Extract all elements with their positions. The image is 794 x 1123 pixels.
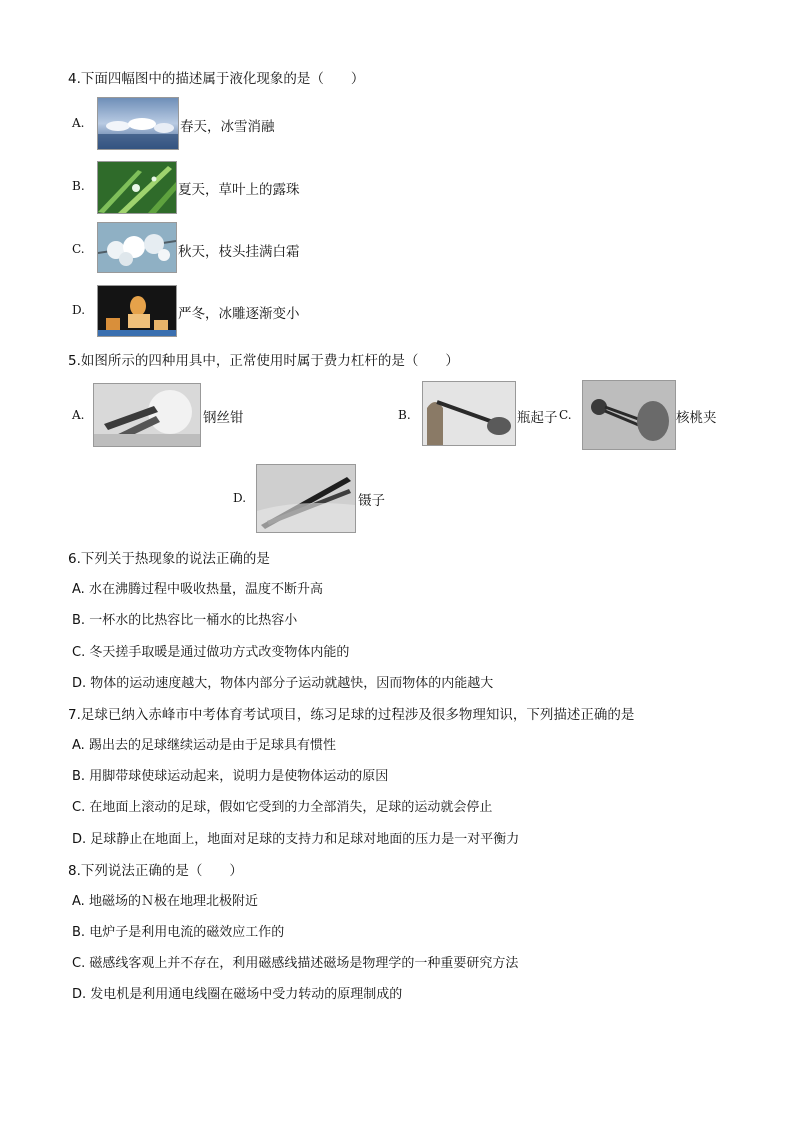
q6-option-c-letter: C. [72,645,86,660]
q6-option-b-letter: B. [72,613,86,628]
q8-option-a [72,890,258,909]
q7-option-a [72,734,336,753]
q5-option-d-text: 镊子 [358,493,385,509]
q4-option-a-text: 春天，冰雪消融 [180,119,275,135]
dew-on-grass-photo [97,161,177,214]
q6-option-b-text: 一杯水的比热容比一桶水的比热容小 [89,613,298,628]
q8-option-d [72,983,402,1002]
q5-option-a-letter: A. [72,408,85,422]
q5-option-b-letter: B. [398,408,411,422]
q7-option-c [72,796,492,815]
q6-option-d-letter: D. [72,676,87,691]
tweezers-photo [256,464,356,533]
q6-option-b [72,609,297,628]
q6-option-a-text: 水在沸腾过程中吸收热量，温度不断升高 [88,582,323,597]
q7-option-b [72,765,388,784]
q8-option-a-letter: A. [72,894,85,909]
q7-option-a-letter: A. [72,738,85,753]
q7-option-b-text: 用脚带球使球运动起来，说明力是使物体运动的原因 [89,769,389,784]
q5-option-c-text: 核桃夹 [676,410,717,426]
bottle-opener-photo [422,381,516,446]
q4-option-a-letter: A. [72,116,85,130]
q8-option-c [72,952,518,971]
q6-option-d-text: 物体的运动速度越大，物体内部分子运动就越快，因而物体的内能越大 [90,676,494,691]
q4-option-d-text: 严冬，冰雕逐渐变小 [178,306,300,322]
q4-option-d-letter: D. [72,303,86,317]
q7-option-a-text: 踢出去的足球继续运动是由于足球具有惯性 [88,738,336,753]
q8-option-c-letter: C. [72,956,86,971]
q7-option-b-letter: B. [72,769,86,784]
q5-option-d-letter: D. [233,491,247,505]
q7-option-d [72,828,519,847]
q5-option-b-text: 瓶起子 [517,410,558,426]
q7-option-c-text: 在地面上滚动的足球，假如它受到的力全部消失，足球的运动就会停止 [89,800,493,815]
question-4-stem: 4.下面四幅图中的描述属于液化现象的是（ ） [68,71,365,87]
q5-option-c-letter: C. [559,408,572,422]
pliers-photo [93,383,201,447]
q8-option-c-text: 磁感线客观上并不存在，利用磁感线描述磁场是物理学的一种重要研究方法 [89,956,519,971]
q6-option-d [72,672,493,691]
q8-option-d-text: 发电机是利用通电线圈在磁场中受力转动的原理制成的 [90,987,403,1002]
q8-option-a-text: 地磁场的Ｎ极在地理北极附近 [88,894,258,909]
ice-sculpture-photo [97,285,177,337]
q7-option-d-letter: D. [72,832,87,847]
q8-option-d-letter: D. [72,987,87,1002]
melting-ice-photo [97,97,179,150]
q8-option-b-letter: B. [72,925,86,940]
q4-option-c-text: 秋天，枝头挂满白霜 [178,244,300,260]
q6-option-c-text: 冬天搓手取暖是通过做功方式改变物体内能的 [89,645,350,660]
question-6-stem: 6.下列关于热现象的说法正确的是 [68,551,270,567]
question-7-stem: 7.足球已纳入赤峰市中考体育考试项目，练习足球的过程涉及很多物理知识，下列描述正确的是 [68,707,635,723]
q4-option-c-letter: C. [72,242,85,256]
q8-option-b [72,921,284,940]
q4-option-b-text: 夏天，草叶上的露珠 [178,182,300,198]
q6-option-a [72,578,323,597]
q4-option-b-letter: B. [72,179,85,193]
q7-option-c-letter: C. [72,800,86,815]
question-8-stem: 8.下列说法正确的是（ ） [68,863,243,879]
question-5-stem: 5.如图所示的四种用具中，正常使用时属于费力杠杆的是（ ） [68,353,459,369]
q6-option-c [72,641,349,660]
q6-option-a-letter: A. [72,582,85,597]
q7-option-d-text: 足球静止在地面上，地面对足球的支持力和足球对地面的压力是一对平衡力 [90,832,520,847]
frost-on-branch-photo [97,222,177,273]
q8-option-b-text: 电炉子是利用电流的磁效应工作的 [89,925,285,940]
nutcracker-photo [582,380,676,450]
q5-option-a-text: 钢丝钳 [203,410,244,426]
